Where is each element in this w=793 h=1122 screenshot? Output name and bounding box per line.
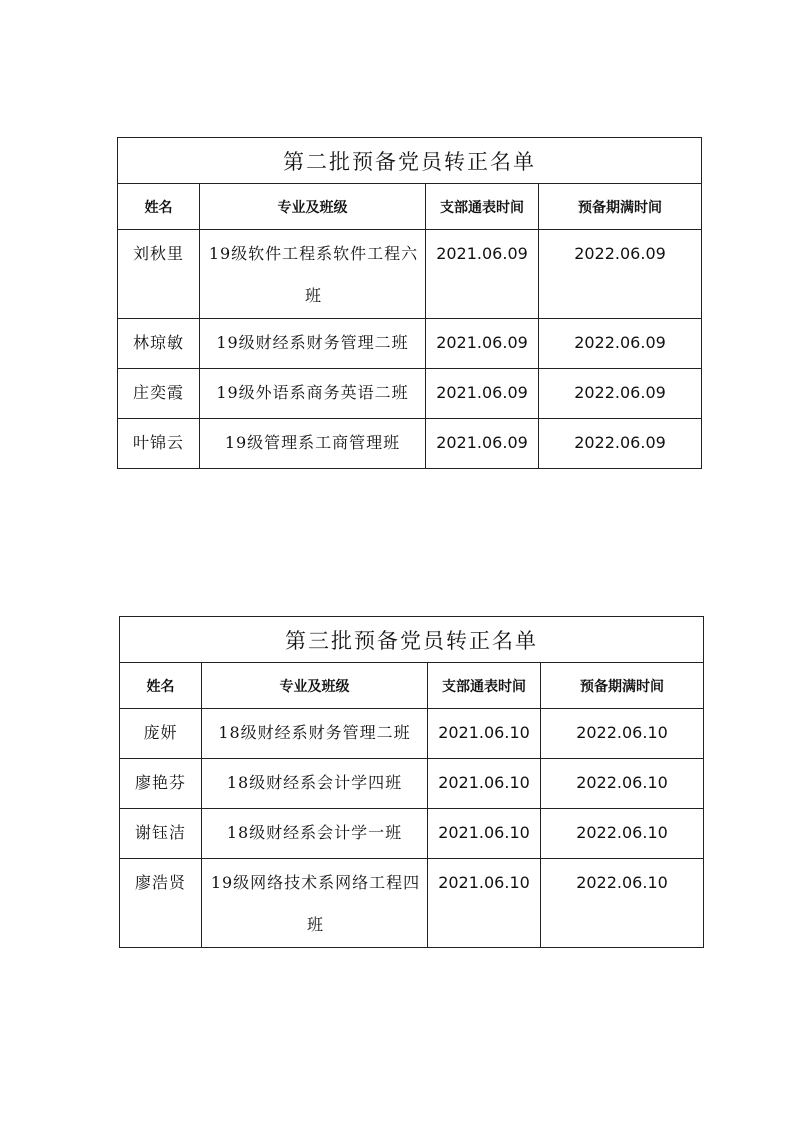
title-row — [120, 617, 704, 663]
column-header-name: 姓名 — [118, 184, 200, 230]
header-row — [118, 184, 702, 230]
table-row — [118, 419, 702, 469]
column-header-class: 专业及班级 — [200, 184, 426, 230]
table-title: 第二批预备党员转正名单 — [118, 138, 702, 184]
cell-class: 18级财经系财务管理二班 — [202, 709, 428, 759]
column-header-approved: 支部通表时间 — [426, 184, 539, 230]
cell-class: 19级财经系财务管理二班 — [200, 319, 426, 369]
column-header-class: 专业及班级 — [202, 663, 428, 709]
cell-class: 18级财经系会计学一班 — [202, 809, 428, 859]
cell-expires: 2022.06.10 — [541, 709, 704, 759]
cell-class: 19级外语系商务英语二班 — [200, 369, 426, 419]
cell-approved: 2021.06.09 — [426, 319, 539, 369]
table-title: 第三批预备党员转正名单 — [120, 617, 704, 663]
cell-name: 庄奕霞 — [118, 369, 200, 419]
cell-name: 谢钰洁 — [120, 809, 202, 859]
cell-expires: 2022.06.09 — [539, 319, 702, 369]
cell-expires: 2022.06.09 — [539, 419, 702, 469]
cell-expires: 2022.06.10 — [541, 759, 704, 809]
cell-expires: 2022.06.09 — [539, 230, 702, 319]
cell-approved: 2021.06.09 — [426, 369, 539, 419]
column-header-expires: 预备期满时间 — [541, 663, 704, 709]
cell-name: 林琼敏 — [118, 319, 200, 369]
table-row — [120, 709, 704, 759]
table-row — [118, 319, 702, 369]
cell-approved: 2021.06.10 — [428, 809, 541, 859]
cell-name: 庞妍 — [120, 709, 202, 759]
cell-name: 廖艳芬 — [120, 759, 202, 809]
cell-class: 19级管理系工商管理班 — [200, 419, 426, 469]
cell-expires: 2022.06.10 — [541, 809, 704, 859]
cell-class: 18级财经系会计学四班 — [202, 759, 428, 809]
cell-approved: 2021.06.09 — [426, 230, 539, 319]
cell-name: 廖浩贤 — [120, 859, 202, 948]
cell-expires: 2022.06.10 — [541, 859, 704, 948]
table-row — [120, 809, 704, 859]
column-header-name: 姓名 — [120, 663, 202, 709]
column-header-approved: 支部通表时间 — [428, 663, 541, 709]
table-row — [118, 230, 702, 319]
cell-name: 叶锦云 — [118, 419, 200, 469]
cell-approved: 2021.06.09 — [426, 419, 539, 469]
cell-approved: 2021.06.10 — [428, 709, 541, 759]
table-row — [118, 369, 702, 419]
title-row — [118, 138, 702, 184]
column-header-expires: 预备期满时间 — [539, 184, 702, 230]
roster-table-batch-2 — [117, 137, 702, 469]
cell-class: 19级网络技术系网络工程四班 — [202, 859, 428, 948]
roster-table-batch-3 — [119, 616, 704, 948]
header-row — [120, 663, 704, 709]
cell-class: 19级软件工程系软件工程六班 — [200, 230, 426, 319]
table-row — [120, 859, 704, 948]
cell-approved: 2021.06.10 — [428, 759, 541, 809]
cell-approved: 2021.06.10 — [428, 859, 541, 948]
cell-expires: 2022.06.09 — [539, 369, 702, 419]
cell-name: 刘秋里 — [118, 230, 200, 319]
table-row — [120, 759, 704, 809]
